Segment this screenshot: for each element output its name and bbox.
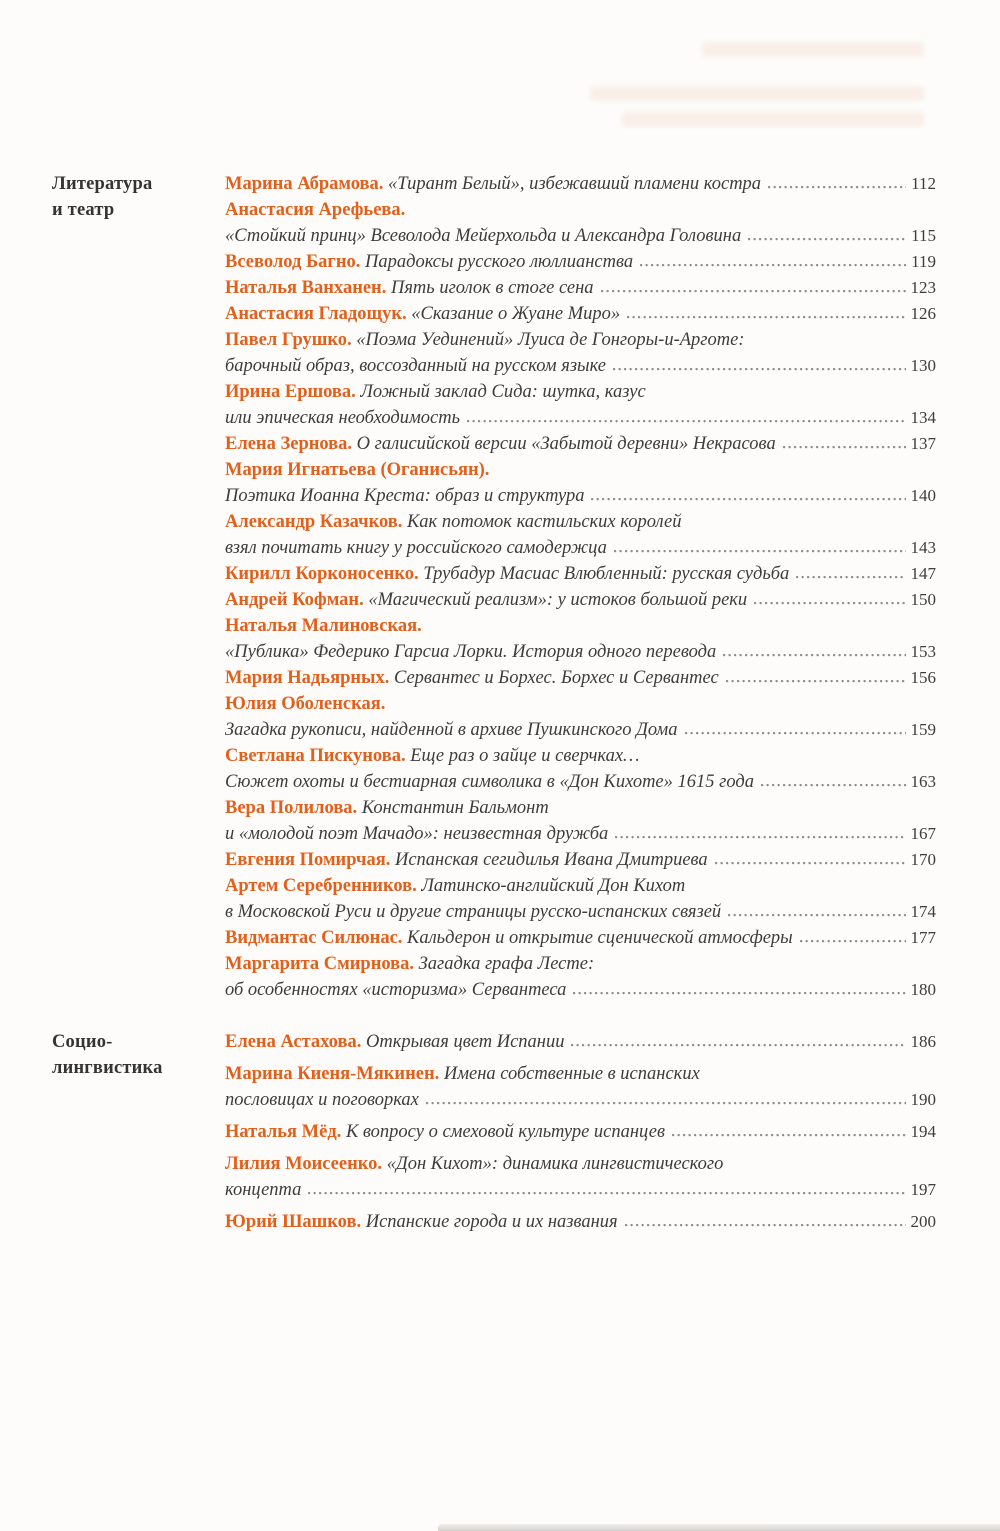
entry-page-number: 140 [910,486,936,505]
entry-title: Испанские города и их названия [365,1212,618,1232]
dotted-leader [723,643,905,657]
entry-line [225,665,936,691]
toc-section [52,1029,936,1235]
page-scan-edge [438,1524,1000,1531]
entry-page-number: 150 [910,590,936,609]
toc-entry [225,197,936,249]
entry-author: Мария Надьярных. [225,668,390,688]
section-label-line: лингвистика [52,1058,163,1078]
entry-line [225,483,936,509]
entry-page-number: 200 [910,1212,936,1231]
entry-title: Поэтика Иоанна Креста: образ и структура [225,486,585,506]
entry-title: «Дон Кихот»: динамика лингвистического [386,1154,724,1174]
dotted-leader [467,409,905,423]
entry-author: Вера Полилова. [225,798,358,818]
entry-title: Латинско-английский Дон Кихот [421,876,686,896]
entry-line [225,275,936,301]
toc-entry [225,249,936,275]
entry-page-number: 156 [910,668,936,687]
entry-author: Артем Серебренников. [225,876,417,896]
entry-title: Как потомок кастильских королей [407,512,682,532]
entry-text [225,457,489,483]
entry-author: Кирилл Корконосенко. [225,564,419,584]
entry-line [225,691,936,717]
entry-text [225,1061,700,1087]
section-label-line: Литература [52,174,153,194]
entry-author: Марина Киеня-Мякинен. [225,1064,440,1084]
entry-line [225,1209,936,1235]
entry-page-number: 163 [910,772,936,791]
entry-title: Испанская сегидилья Ивана Дмитриева [394,850,708,870]
entry-line [225,769,936,795]
toc-entry [225,587,936,613]
entry-text [225,665,719,691]
entry-page-number: 177 [910,928,936,947]
entry-text [225,899,721,925]
entry-author: Елена Зернова. [225,434,353,454]
toc-entry [225,1209,936,1235]
entry-page-number: 119 [911,252,936,271]
entry-line [225,847,936,873]
entry-page-number: 126 [910,304,936,323]
entry-text [225,171,761,197]
entry-line [225,717,936,743]
entry-page-number: 174 [910,902,936,921]
toc-entry [225,1151,936,1203]
entry-text [225,1119,665,1145]
entry-text [225,431,776,457]
entry-line [225,379,936,405]
entry-text [225,197,405,223]
entry-author: Александр Казачков. [225,512,403,532]
entry-line [225,171,936,197]
toc-entry [225,301,936,327]
entry-title: Сюжет охоты и бестиарная символика в «Дон Кихоте» 1615 года [225,772,754,792]
entry-page-number: 159 [910,720,936,739]
entry-title: об особенностях «историзма» Сервантеса [225,980,567,1000]
toc-entry [225,1061,936,1113]
entry-text [225,795,549,821]
entry-title: в Московской Руси и другие страницы русско-испанских связей [225,902,722,922]
entry-author: Елена Астахова. [225,1032,362,1052]
entry-line [225,1119,936,1145]
entry-title: Загадка графа Лесте: [418,954,595,974]
entry-author: Юлия Оболенская. [225,694,386,714]
entry-line [225,457,936,483]
entry-title: и «молодой поэт Мачадо»: неизвестная дружба [225,824,609,844]
dotted-leader [614,539,906,553]
entry-title: «Публика» Федерико Гарсиа Лорки. История одного перевода [225,642,717,662]
toc-entry [225,951,936,1003]
toc-entry [225,457,936,509]
entry-author: Всеволод Багно. [225,252,361,272]
toc-entry [225,1029,936,1055]
toc-entry [225,873,936,925]
entry-author: Евгения Помирчая. [225,850,391,870]
entry-title: «Тирант Белый», избежавший пламени костра [388,174,762,194]
entry-page-number: 194 [910,1122,936,1141]
entry-title: Загадка рукописи, найденной в архиве Пушкинского Дома [225,720,678,740]
entry-line [225,353,936,379]
section-entries [173,171,936,1003]
entry-page-number: 112 [911,174,936,193]
entry-page-number: 137 [910,434,936,453]
entry-text [225,1029,564,1055]
toc-section [52,171,936,1003]
entry-author: Марина Абрамова. [225,174,384,194]
entry-text [225,1209,618,1235]
entry-title: Пять иголок в стоге сена [390,278,594,298]
toc-entry [225,327,936,379]
entry-line [225,405,936,431]
toc-entry [225,847,936,873]
entry-text [225,301,620,327]
entry-line [225,223,936,249]
entry-line [225,197,936,223]
entry-title: Открывая цвет Испании [365,1032,565,1052]
entry-text [225,1177,301,1203]
entry-title: О галисийской версии «Забытой деревни» Некрасова [356,434,776,454]
entry-title: взял почитать книгу у российского самодержца [225,538,607,558]
dotted-leader [571,1033,905,1047]
toc-entry [225,665,936,691]
entry-page-number: 197 [910,1180,936,1199]
entry-text [225,1151,723,1177]
dotted-leader [748,227,906,241]
entry-text [225,717,678,743]
dotted-leader [783,435,906,449]
toc-entry [225,613,936,665]
dotted-leader [768,175,906,189]
toc-entry [225,691,936,743]
entry-author: Наталья Ванханен. [225,278,387,298]
entry-text [225,925,793,951]
entry-title: Кальдерон и открытие сценической атмосферы [407,928,793,948]
entry-line [225,327,936,353]
entry-text [225,613,422,639]
section-label-line: Социо- [52,1032,113,1052]
entry-line [225,899,936,925]
entry-author: Видмантас Силюнас. [225,928,403,948]
dotted-leader [685,721,906,735]
entry-line [225,1177,936,1203]
entry-author: Анастасия Арефьева. [225,200,406,220]
dotted-leader [573,981,905,995]
entry-line [225,587,936,613]
entry-author: Лилия Моисеенко. [225,1154,383,1174]
entry-author: Светлана Пискунова. [225,746,406,766]
entry-text [225,509,682,535]
entry-line [225,639,936,665]
dotted-leader [613,357,906,371]
entry-text [225,353,606,379]
entry-line [225,1087,936,1113]
section-label [52,1029,173,1081]
entry-page-number: 167 [910,824,936,843]
section-label [52,171,173,223]
entry-author: Анастасия Гладощук. [225,304,407,324]
entry-line [225,873,936,899]
entry-author: Андрей Кофман. [225,590,364,610]
entry-text [225,769,754,795]
entry-line [225,535,936,561]
entry-page-number: 186 [910,1032,936,1051]
entry-author: Ирина Ершова. [225,382,356,402]
dotted-leader [672,1123,905,1137]
section-label-line: и театр [52,200,115,220]
entry-page-number: 130 [910,356,936,375]
dotted-leader [601,279,906,293]
entry-title: Парадоксы русского люллианства [364,252,634,272]
entry-text [225,587,747,613]
toc-entry [225,275,936,301]
entry-line [225,925,936,951]
entry-text [225,951,594,977]
dotted-leader [726,669,906,683]
entry-title: концепта [225,1180,302,1200]
dotted-leader [800,929,906,943]
dotted-leader [728,903,905,917]
dotted-leader [761,773,906,787]
dotted-leader [308,1181,905,1195]
entry-line [225,1029,936,1055]
toc-entry [225,925,936,951]
entry-page-number: 180 [910,980,936,999]
entry-text [225,639,716,665]
dotted-leader [627,305,905,319]
toc-entry [225,795,936,847]
entry-page-number: 123 [910,278,936,297]
entry-title: Константин Бальмонт [361,798,549,818]
toc-entry [225,1119,936,1145]
entry-line [225,301,936,327]
entry-line [225,795,936,821]
toc-entry [225,431,936,457]
entry-title: Ложный заклад Сида: шутка, казус [360,382,646,402]
entry-title: «Поэма Уединений» Луиса де Гонгоры-и-Арготе: [356,330,745,350]
toc-entry [225,743,936,795]
toc-entry [225,171,936,197]
entry-text [225,821,608,847]
entry-page-number: 170 [910,850,936,869]
entry-title: «Сказание о Жуане Миро» [411,304,621,324]
entry-page-number: 115 [911,226,936,245]
dotted-leader [715,851,906,865]
entry-author: Маргарита Смирнова. [225,954,415,974]
entry-text [225,691,385,717]
entry-text [225,977,566,1003]
entry-text [225,873,685,899]
entry-title: К вопросу о смеховой культуре испанцев [345,1122,666,1142]
dotted-leader [625,1213,906,1227]
entry-line [225,743,936,769]
dotted-leader [640,253,906,267]
dotted-leader [615,825,905,839]
entry-line [225,249,936,275]
entry-title: барочный образ, воссозданный на русском языке [225,356,606,376]
entry-author: Мария Игнатьева (Оганисьян). [225,460,490,480]
entry-line [225,951,936,977]
entry-page-number: 190 [910,1090,936,1109]
entry-title: Имена собственные в испанских [443,1064,700,1084]
dotted-leader [796,565,905,579]
entry-title: Трубадур Масиас Влюбленный: русская судьба [423,564,790,584]
entry-author: Павел Грушко. [225,330,352,350]
entry-page-number: 134 [910,408,936,427]
entry-text [225,275,594,301]
entry-author: Юрий Шашков. [225,1212,362,1232]
entry-text [225,223,741,249]
entry-line [225,509,936,535]
entry-text [225,847,708,873]
entry-text [225,249,633,275]
entry-title: «Магический реализм»: у истоков большой реки [368,590,748,610]
entry-line [225,1061,936,1087]
entry-line [225,431,936,457]
entry-page-number: 153 [910,642,936,661]
dotted-leader [426,1091,906,1105]
entry-title: Сервантес и Борхес. Борхес и Сервантес [393,668,719,688]
toc-entry [225,561,936,587]
entry-text [225,379,646,405]
entry-page-number: 143 [910,538,936,557]
dotted-leader [591,487,905,501]
entry-title: «Стойкий принц» Всеволода Мейерхольда и Александра Головина [225,226,742,246]
entry-text [225,1087,419,1113]
entry-line [225,821,936,847]
toc-entry [225,379,936,431]
entry-page-number: 147 [910,564,936,583]
section-entries [173,1029,936,1235]
entry-text [225,327,745,353]
entry-text [225,743,640,769]
entry-text [225,535,607,561]
entry-line [225,977,936,1003]
toc-entry [225,509,936,561]
entry-text [225,561,789,587]
entry-author: Наталья Мёд. [225,1122,342,1142]
entry-line [225,1151,936,1177]
dotted-leader [754,591,905,605]
entry-text [225,405,460,431]
entry-line [225,561,936,587]
entry-title: Еще раз о зайце и сверчках… [410,746,640,766]
entry-text [225,483,584,509]
entry-line [225,613,936,639]
entry-title: или эпическая необходимость [225,408,461,428]
entry-author: Наталья Малиновская. [225,616,422,636]
entry-title: пословицах и поговорках [225,1090,419,1110]
